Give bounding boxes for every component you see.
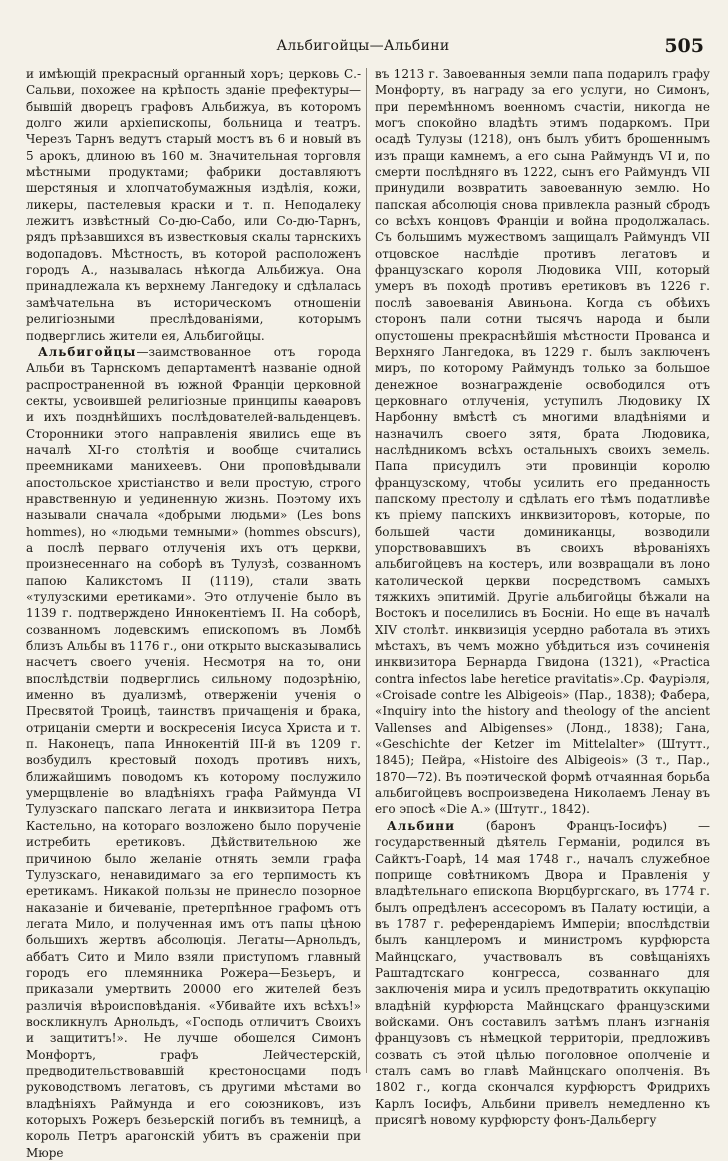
entry-text: —заимствованное отъ города Альби въ Тарнскомъ департаментѣ названіе одной распространенной въ южной Франціи церковной секты, усвоившей религіозные принципы каѳаровъ и ихъ позднѣйшихъ послѣдователей-вальденцевъ. Сторонники этого направленія явились еще въ началѣ XI-го столѣтія и вообще считались преемниками манихеевъ. Они проповѣдывали апостольское христіанство и вели простую, строго нравственную и уединенную жизнь. Поэтому ихъ называли сначала «добрыми людьми» (Les bons hommes), но «людьми темными» (hommes obscurs), а послѣ перваго отлученія ихъ отъ церкви, произнесеннаго на соборѣ въ Тулузѣ, созванномъ папою Каликстомъ II (1119), стали звать «тулузскими еретиками». Это отлученіе было въ 1139 г. подтверждено Иннокентіемъ II. На соборѣ, созванномъ лодевскимъ епископомъ въ Ломбѣ близъ Альбы въ 1176 г., они открыто высказывались насчетъ своего ученія. Несмотря на то, они впослѣдствіи подверглись сильному подозрѣнію, именно въ дуализмѣ, отверженіи ученія о Пресвятой Троицѣ, таинствъ причащенія и брака, отрицаніи смерти и воскресенія Іисуса Христа и т. п. Наконецъ, папа Иннокентій III-й въ 1209 г. возбудилъ крестовый походъ противъ нихъ, ближайшимъ поводомъ къ которому послужило умерщвленіе во владѣніяхъ графа Раймунда VI Тулузскаго папскаго легата и инквизитора Петра Кастельно, на котораго возложено было порученіе истребить еретиковъ. Дѣйствительною же причиною было желаніе отнять земли графа Тулузскаго, ненавидимаго за его терпимость къ еретикамъ. Никакой пользы не принесло позорное наказаніе и бичеваніе, претерпѣнное графомъ отъ легата Мило, и полученная имъ отъ папы цѣною большихъ жертвъ абсолюція. Легаты—Арнольдъ, аббатъ Сито и Мило взяли приступомъ главный городъ его племянника Рожера—Безьеръ, и приказали умертвить 20000 его жителей безъ различія вѣроисповѣданія. «Убивайте ихъ всѣхъ!» воскликнулъ Арнольдъ, «Господь отличитъ Своихъ и защититъ!». Не лучше обошелся Симонъ Монфортъ, графъ Лейчестерскій, предводительствовавшій крестоносцами подъ руководствомъ легатовъ, съ другими мѣстами во владѣніяхъ Раймунда и его союзниковъ, изъ которыхъ Рожеръ безьерскій погибъ въ темницѣ, а король Петръ арагонскій убитъ въ сраженіи при Мюре	[26, 344, 361, 1160]
entry-text: (баронъ Францъ-Іосифъ) — государственный дѣятель Германіи, родился въ Сайктъ-Гоарѣ, 14 мая 1748 г., началъ служебное поприще совѣтникомъ Двора и Правленія у владѣтельнаго епископа Вюрцбургскаго, въ 1774 г. былъ опредѣленъ ассесоромъ въ Палату юстиціи, а въ 1787 г. референдаріемъ Имперіи; впослѣдствіи былъ канцлеромъ и министромъ курфюрста Майнцскаго, участвовалъ въ совѣщаніяхъ Раштадтскаго конгресса, созваннаго для заключенія мира и усилъ предотвратить оккупацію владѣній курфюрста Майнцскаго французскими войсками. Онъ составилъ затѣмъ планъ изгнанія французовъ съ нѣмецкой территоріи, предложивъ созвать съ этой цѣлью поголовное ополченіе и сталъ самъ во главѣ Майнцскаго ополченія. Въ 1802 г., когда скончался курфюрстъ Фридрихъ Карлъ Іосифъ, Альбини привелъ немедленно къ присягѣ новому курфюрсту фонъ-Дальбергу	[375, 818, 710, 1127]
entry-headword: Альбини	[387, 818, 455, 833]
running-head: Альбигойцы—Альбини	[276, 38, 450, 54]
page-header	[22, 35, 704, 62]
paragraph-albi-continuation: и имѣющій прекрасный органный хоръ; церковь С.-Сальви, похожее на крѣпость зданіе префектуры—бывшій дворецъ графовъ Альбижуа, въ которомъ долго жили архіепископы, больница и театръ. Черезъ Тарнъ ведутъ старый мостъ въ 6 и новый въ 5 арокъ, длиною въ 160 м. Значительная торговля мѣстными продуктами; фабрики доставляютъ шерстяныя и хлопчатобумажныя издѣлія, кожи, ликеры, пастелевыя краски и т. п. Неподалеку лежитъ извѣстный Со-дю-Сабо, или Со-дю-Тарнъ, рядъ прѣзавшихся въ известковыя скалы тарнскихъ водопадовъ. Мѣстность, въ которой расположенъ городъ А., называлась нѣкогда Альбижуа. Она принадлежала къ верхнему Лангедоку и сдѣлалась замѣчательна въ историческомъ отношеніи религіозными преслѣдованіями, которымъ подверглись жители ея, Альбигойцы.	[26, 67, 361, 343]
entry-headword: Альбигойцы	[38, 344, 137, 359]
page-number: 505	[664, 35, 704, 57]
right-column	[375, 66, 710, 1128]
text-columns	[26, 66, 710, 1160]
paragraph-albigensians-continuation: въ 1213 г. Завоеванныя земли папа подарилъ графу Монфорту, въ награду за его услуги, но Симонъ, при перемѣнномъ военномъ счастіи, никогда не могъ спокойно владѣть этимъ подаркомъ. При осадѣ Тулузы (1218), онъ былъ убитъ брошеннымъ изъ пращи камнемъ, а его сына Раймундъ VI и, по смерти послѣдняго въ 1222, сынъ его Раймундъ VII принудили возвратить завоеванную землю. Но папская абсолюція снова привлекла разный сбродъ со всѣхъ концовъ Франціи и война продолжалась. Съ большимъ мужествомъ защищалъ Раймундъ VII отцовское наслѣдіе противъ легатовъ и французскаго короля Людовика VIII, который умеръ въ походѣ противъ еретиковъ въ 1226 г. послѣ завоеванія Авиньона. Когда съ обѣихъ сторонъ пали сотни тысячъ народа и были опустошены прекраснѣйшія мѣстности Прованса и Верхняго Лангедока, въ 1229 г. былъ заключенъ миръ, по которому Раймундъ только за большое денежное вознагражденіе освободился отъ церковнаго отлученія, уступилъ Людовику IX Нарбонну вмѣстѣ съ многими владѣніями и назначилъ своего зятя, брата Людовика, наслѣдникомъ всѣхъ остальныхъ своихъ земель. Папа присудилъ эти провинціи королю французскому, чтобы усилить его преданность папскому престолу и сдѣлать его тѣмъ податливѣе къ пріему папскихъ инквизиторовъ, которые, по большей части доминиканцы, возводили упорствовавшихъ въ своихъ вѣрованіяхъ альбигойцевъ на костеръ, или возвращали въ лоно католической церкви посредствомъ самыхъ тяжкихъ эпитимій. Другіе альбигойцы бѣжали на Востокъ и поселились въ Босніи. Но еще въ началѣ XIV столѣт. инквизиція усердно работала въ этихъ мѣстахъ, въ чемъ можно убѣдиться изъ сочиненія инквизитора Бернарда Гвидона (1321), «Practica contra infectos labe heretice pravitatis».Ср. Фауріэля, «Croisade contre les Albigeois» (Пар., 1838); Фабера, «Inquiry into the history and theology of the ancient Vallenses and Albigenses» (Лонд., 1838); Гана, «Geschichte der Ketzer im Mittelalter» (Штутт., 1845); Пейра, «Histoire des Albigeois» (3 т., Пар., 1870—72). Въ поэтической формѣ отчаянная борьба альбигойцевъ воспроизведена Николаемъ Ленау въ его эпосѣ «Die A.» (Штутг., 1842).	[375, 67, 710, 817]
entry-albigensians	[26, 344, 361, 1161]
left-column	[26, 66, 361, 1161]
entry-albini	[375, 818, 710, 1129]
